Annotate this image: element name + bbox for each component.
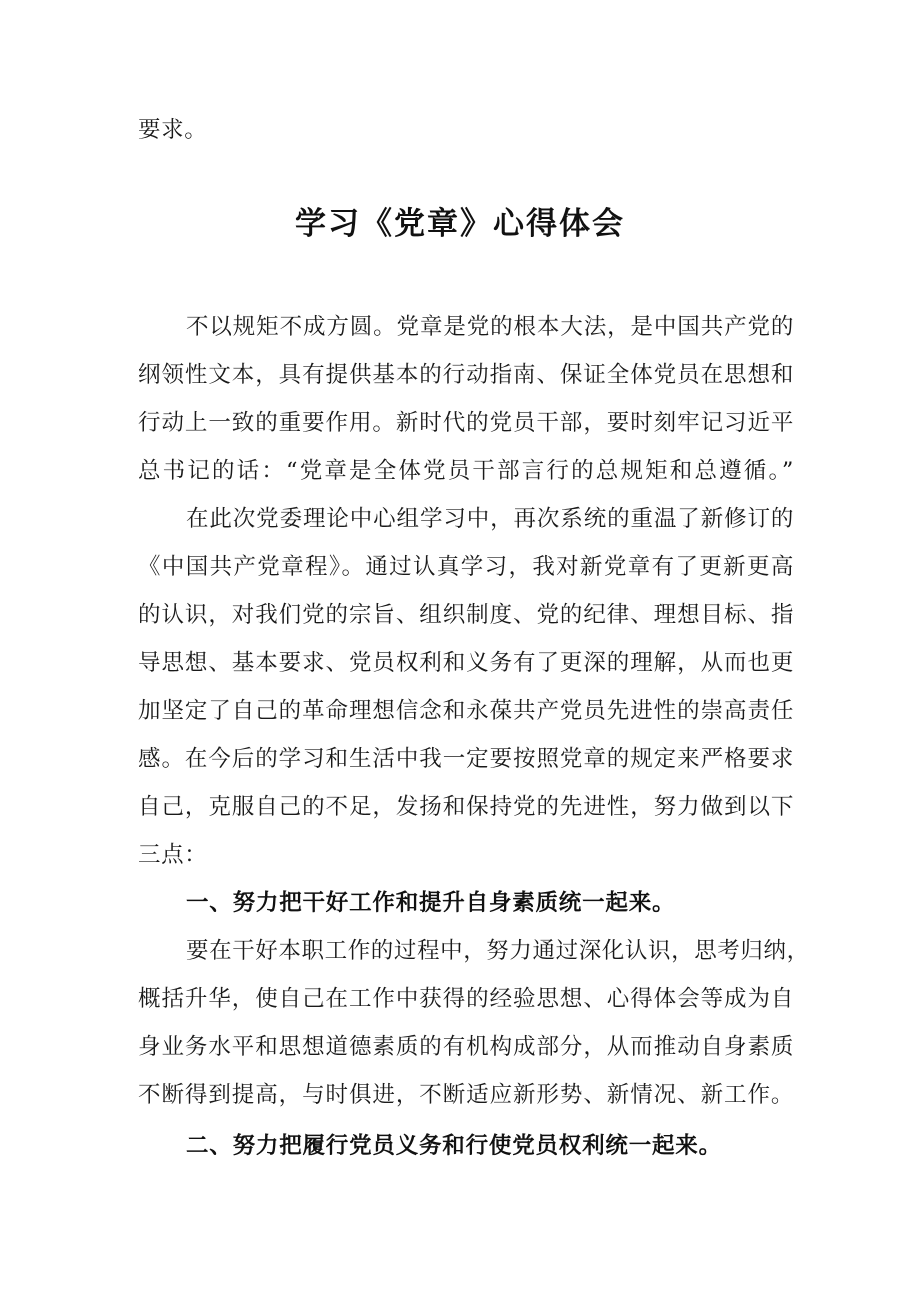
paragraph-3-line-3: 身业务水平和思想道德素质的有机构成部分，从而推动自身素质 <box>138 1034 794 1060</box>
paragraph-3-line-4: 不断得到提高，与时俱进，不断适应新形势、新情况、新工作。 <box>138 1082 794 1108</box>
paragraph-2-line-6: 感。在今后的学习和生活中我一定要按照党章的规定来严格要求 <box>138 746 794 772</box>
continuation-text: 要求。 <box>138 117 208 143</box>
paragraph-1-line-1: 不以规矩不成方圆。党章是党的根本大法，是中国共产党的 <box>186 314 794 340</box>
section-heading-2: 二、努力把履行党员义务和行使党员权利统一起来。 <box>186 1133 722 1159</box>
section-heading-1: 一、努力把干好工作和提升自身素质统一起来。 <box>186 890 676 916</box>
paragraph-2-line-5: 加坚定了自己的革命理想信念和永葆共产党员先进性的崇高责任 <box>138 698 794 724</box>
paragraph-1-line-4: 总书记的话：“党章是全体党员干部言行的总规矩和总遵循。” <box>138 458 794 484</box>
paragraph-1-line-3: 行动上一致的重要作用。新时代的党员干部，要时刻牢记习近平 <box>138 410 794 436</box>
paragraph-2-line-7: 自己，克服自己的不足，发扬和保持党的先进性，努力做到以下 <box>138 794 794 820</box>
paragraph-2-line-8: 三点： <box>138 842 208 868</box>
paragraph-2-line-4: 导思想、基本要求、党员权利和义务有了更深的理解，从而也更 <box>138 650 794 676</box>
paragraph-2-line-3: 的认识，对我们党的宗旨、组织制度、党的纪律、理想目标、指 <box>138 602 794 628</box>
paragraph-1-line-2: 纲领性文本，具有提供基本的行动指南、保证全体党员在思想和 <box>138 362 794 388</box>
paragraph-3-line-2: 概括升华，使自己在工作中获得的经验思想、心得体会等成为自 <box>138 986 794 1012</box>
paragraph-2-line-2: 《中国共产党章程》。通过认真学习，我对新党章有了更新更高 <box>138 554 794 580</box>
document-title: 学习《党章》心得体会 <box>295 206 625 242</box>
paragraph-2-line-1: 在此次党委理论中心组学习中，再次系统的重温了新修订的 <box>186 506 794 532</box>
paragraph-3-line-1: 要在干好本职工作的过程中，努力通过深化认识，思考归纳， <box>186 938 810 964</box>
